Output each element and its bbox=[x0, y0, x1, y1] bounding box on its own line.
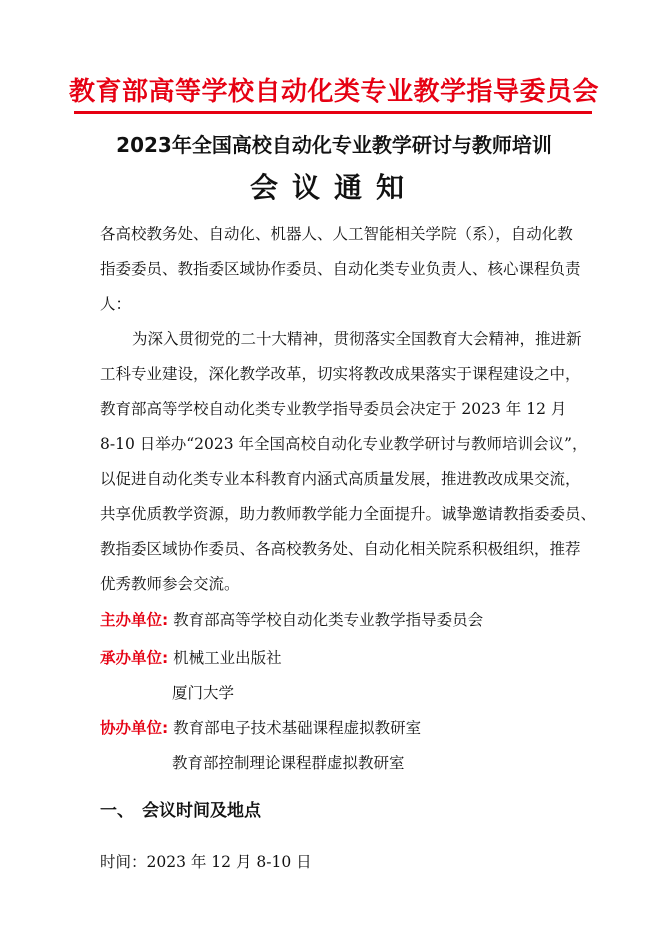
co-organizer-value-2: 教育部控制理论课程群虚拟教研室 bbox=[172, 754, 405, 772]
body-line-8: 优秀教师参会交流。 bbox=[100, 575, 240, 593]
addressee-line-2: 指委委员、教指委区域协作委员、自动化类专业负责人、核心课程负责 bbox=[100, 260, 581, 278]
co-organizer-row bbox=[100, 716, 580, 740]
section-heading bbox=[100, 798, 261, 824]
body-line-4: 8-10 日举办“2023 年全国高校自动化专业教学研讨与教师培训会议”， bbox=[100, 435, 588, 453]
section-title: 会议时间及地点 bbox=[142, 801, 261, 821]
co-organizer-value-1: 教育部电子技术基础课程虚拟教研室 bbox=[173, 719, 422, 737]
body-line-2: 工科专业建设，深化教学改革，切实将教改成果落实于课程建设之中， bbox=[100, 365, 581, 383]
notice-title: 会议通知 bbox=[249, 171, 418, 204]
body-line-7: 教指委区域协作委员、各高校教务处、自动化相关院系积极组织，推荐 bbox=[100, 540, 581, 558]
addressee-line-3: 人： bbox=[100, 295, 132, 313]
undertaker-value-1: 机械工业出版社 bbox=[173, 649, 282, 667]
host-label: 主办单位: bbox=[100, 611, 169, 629]
committee-title: 教育部高等学校自动化类专业教学指导委员会 bbox=[68, 77, 599, 107]
event-title: 2023年全国高校自动化专业教学研讨与教师培训 bbox=[116, 133, 552, 157]
body-line-6: 共享优质教学资源，助力教师教学能力全面提升。诚挚邀请教指委委员、 bbox=[100, 505, 597, 523]
undertaker-label: 承办单位: bbox=[100, 649, 169, 667]
host-row bbox=[100, 608, 580, 632]
addressee-line-1: 各高校教务处、自动化、机器人、人工智能相关学院（系），自动化教 bbox=[100, 225, 573, 243]
section-number: 一、 bbox=[100, 801, 134, 821]
host-value: 教育部高等学校自动化类专业教学指导委员会 bbox=[173, 611, 484, 629]
meeting-time: 时间：2023 年 12 月 8-10 日 bbox=[100, 853, 312, 871]
red-divider bbox=[74, 111, 592, 114]
body-line-3: 教育部高等学校自动化类专业教学指导委员会决定于 2023 年 12 月 bbox=[100, 400, 567, 418]
co-organizer-label: 协办单位: bbox=[100, 719, 169, 737]
body-line-5: 以促进自动化类专业本科教育内涵式高质量发展，推进教改成果交流， bbox=[100, 470, 581, 488]
undertaker-value-2: 厦门大学 bbox=[172, 684, 235, 702]
undertaker-row bbox=[100, 646, 580, 670]
body-line-1: 为深入贯彻党的二十大精神，贯彻落实全国教育大会精神，推进新 bbox=[132, 330, 582, 348]
